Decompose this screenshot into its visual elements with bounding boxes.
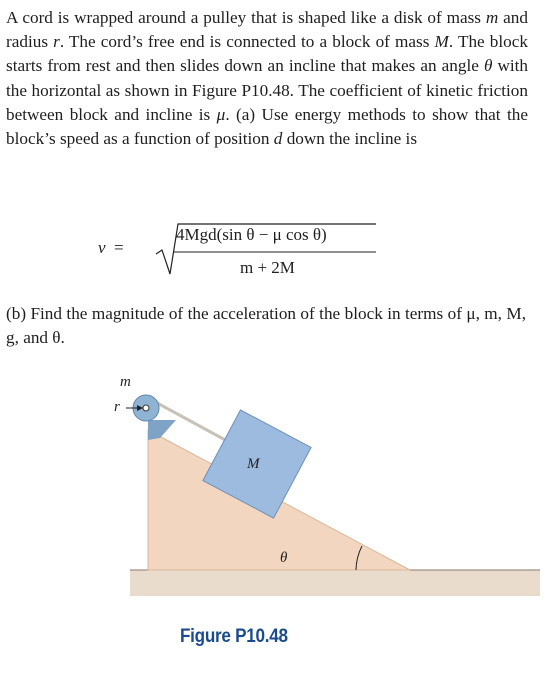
problem-text-7: down the incline is (282, 129, 418, 149)
ground (130, 570, 540, 596)
figure-caption: Figure P10.48 (180, 626, 288, 647)
speed-formula (90, 222, 390, 282)
problem-text-5: with the horizontal as shown in Figure P10.48. The coefficient of kinetic friction between block and incline is (6, 56, 529, 124)
var-M: M (434, 32, 449, 52)
figure-p10-48 (0, 370, 545, 620)
problem-text-6: . (a) Use energy methods to show that the block’s speed as a function of position (6, 104, 528, 149)
formula-denominator: m + 2M (240, 258, 295, 277)
incline-diagram (0, 370, 545, 620)
label-angle: θ (280, 550, 288, 566)
var-theta: θ (483, 56, 493, 76)
label-block-mass: M (247, 456, 260, 472)
formula-equals: = (114, 238, 124, 257)
var-r: r (53, 32, 60, 52)
problem-statement (6, 6, 528, 151)
var-mu: μ (216, 104, 226, 124)
label-radius: r (114, 399, 120, 415)
part-b-question: (b) Find the magnitude of the acceleration of the block in terms of μ, m, M, g, and θ. (6, 304, 526, 348)
var-d: d (273, 129, 283, 149)
formula-lhs: v (98, 238, 106, 257)
label-pulley-mass: m (120, 374, 131, 390)
var-m: m (485, 8, 499, 27)
problem-text-2: and radius (6, 8, 528, 52)
problem-text-1: A cord is wrapped around a pulley that is shaped like a disk of mass (6, 8, 486, 27)
formula-numerator: 4Mgd(sin θ − μ cos θ) (176, 225, 327, 244)
problem-text-4: . The block starts from rest and then slides down an incline that makes an angle (6, 32, 528, 76)
problem-text-3: . The cord’s free end is connected to a block of mass (59, 32, 435, 52)
